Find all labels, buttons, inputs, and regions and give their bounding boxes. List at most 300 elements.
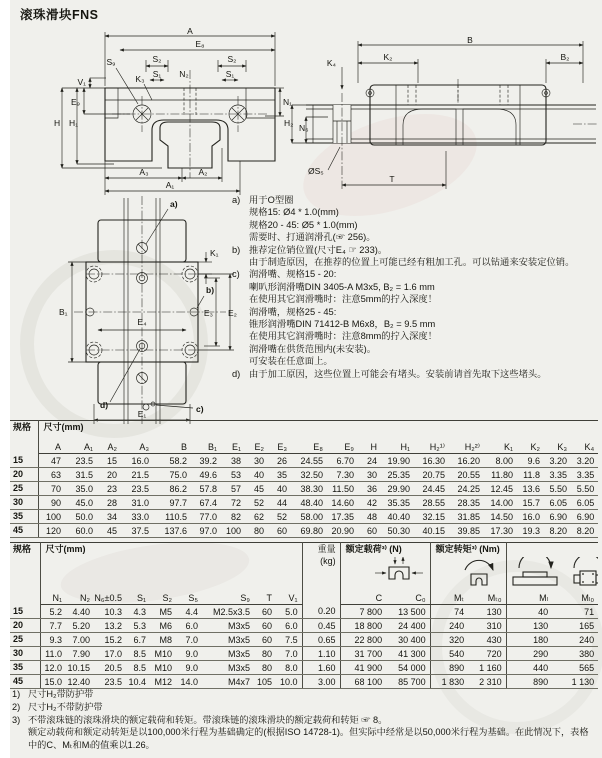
dim-label: H (54, 118, 61, 128)
cell: 28.35 (449, 496, 484, 510)
cell: 86.2 (153, 482, 191, 496)
cell: 45.0 (65, 496, 97, 510)
cell: 9.3 (40, 633, 66, 647)
column-header: N₁ (40, 590, 66, 605)
cell: 13 500 (386, 605, 430, 619)
cell: 11.8 (517, 468, 544, 482)
cell: 20.90 (327, 524, 358, 538)
column-header: E₉ (327, 436, 358, 454)
note-line: 在使用其它润滑嘴时：注意5mm的拧入深度！ (249, 294, 438, 305)
column-header (506, 543, 598, 557)
cell: 60 (254, 605, 276, 619)
cell: 8.20 (544, 524, 571, 538)
cell: 34 (97, 510, 121, 524)
cell: 20 (97, 468, 121, 482)
cell: 1 160 (468, 661, 506, 675)
cell: 38.30 (291, 482, 327, 496)
note-c (232, 268, 598, 367)
table-header-row (10, 421, 598, 437)
column-header: B (153, 436, 191, 454)
column-header: N₆±0.5 (94, 590, 126, 605)
cell: 12.45 (484, 482, 517, 496)
cell: 35.35 (381, 496, 414, 510)
cell: 24.25 (449, 482, 484, 496)
weight-label-line2: (kg) (320, 556, 336, 566)
torque-ml-icon (507, 557, 563, 587)
cell: 24 (358, 454, 381, 468)
cell: 8.00 (484, 454, 517, 468)
column-header: 尺寸(mm) (43, 422, 84, 432)
column-header: B₁ (191, 436, 221, 454)
cell: 240 (430, 619, 468, 633)
note-line: 润滑嘴，规格25 - 45: (249, 306, 337, 317)
column-header: H₂²⁾ (449, 436, 484, 454)
cell: 62 (245, 510, 268, 524)
cell: 137.6 (153, 524, 191, 538)
column-header: A (38, 436, 65, 454)
footnote-text: 尺寸H₂不带防护带 (28, 701, 103, 712)
cell: 100 (38, 510, 65, 524)
column-header: E₁ (221, 436, 245, 454)
column-header: Mₗ₀ (552, 590, 598, 605)
dim-label: S₂ (152, 54, 162, 64)
cell: 18 800 (340, 619, 386, 633)
note-line: 规格20 - 45: Ø5 * 1.0(mm) (249, 219, 358, 230)
load-direction-icon (372, 557, 426, 587)
footnote (12, 688, 594, 701)
cell: 12.40 (66, 675, 94, 689)
spec-cell: 35 (10, 510, 38, 524)
cell: 180 (506, 633, 552, 647)
cell: 69.80 (291, 524, 327, 538)
cell: 7.00 (66, 633, 94, 647)
column-header: N₂ (66, 590, 94, 605)
cell: 6.05 (544, 496, 571, 510)
cell: M5 (150, 605, 176, 619)
cell: 20.5 (94, 661, 126, 675)
column-header: K₄ (571, 436, 598, 454)
cell: 77.0 (191, 510, 221, 524)
column-header: K₃ (544, 436, 571, 454)
cell: M3x5 (202, 647, 254, 661)
cell: 60 (254, 633, 276, 647)
cell: 28.55 (414, 496, 449, 510)
table-row (10, 510, 598, 524)
cell: 29.90 (381, 482, 414, 496)
dim-label: E₁ (137, 409, 147, 419)
column-header: E₂ (245, 436, 268, 454)
cell: 45 (245, 482, 268, 496)
cell: 19.90 (381, 454, 414, 468)
cell: 17.0 (94, 647, 126, 661)
dim-label: V₁ (77, 77, 86, 87)
column-header: 规格 (10, 421, 38, 454)
cell: 14.0 (176, 675, 202, 689)
cell: 36 (358, 482, 381, 496)
cell: 10.0 (276, 675, 302, 689)
cell: 5.50 (571, 482, 598, 496)
cell: 23.5 (65, 454, 97, 468)
cell: 100 (221, 524, 245, 538)
cell: M3x5 (202, 661, 254, 675)
dim-label: K₂ (383, 52, 393, 62)
cell: 50.0 (65, 510, 97, 524)
cell: 7.0 (176, 633, 202, 647)
cell: 8.20 (571, 524, 598, 538)
cell: 7.7 (40, 619, 66, 633)
spec-cell: 35 (10, 661, 40, 675)
cell: 14.00 (484, 496, 517, 510)
cell: 35 (268, 468, 291, 482)
cell: 6.70 (327, 454, 358, 468)
cell: 85 700 (386, 675, 430, 689)
dim-label: N₆ (299, 123, 309, 133)
cell: 0.45 (302, 619, 340, 633)
column-header: E₈ (291, 436, 327, 454)
dim-label: S₉ (106, 57, 116, 67)
cell: 440 (506, 661, 552, 675)
cell: 48 (358, 510, 381, 524)
cell: 90 (38, 496, 65, 510)
cell: 15 (97, 454, 121, 468)
column-header: S₁ (126, 590, 150, 605)
cell: 1 830 (430, 675, 468, 689)
dim-label: B₂ (560, 52, 570, 62)
cell: 7.30 (327, 468, 358, 482)
column-header: S₂ (150, 590, 176, 605)
spec-cell: 15 (10, 605, 40, 619)
cell: 68 100 (340, 675, 386, 689)
cell: 10.15 (66, 661, 94, 675)
cell: 4.40 (66, 605, 94, 619)
note-tag: c) (232, 269, 240, 280)
cell: 13.6 (517, 482, 544, 496)
dim-label: K₁ (210, 248, 219, 258)
table-row (10, 524, 598, 538)
cell: 9.6 (517, 454, 544, 468)
cell: 45 (97, 524, 121, 538)
cell: 16.20 (449, 454, 484, 468)
cell: 8.5 (126, 661, 150, 675)
cell: M2.5x3.5 (202, 605, 254, 619)
cell: 26 (268, 454, 291, 468)
cell: 54 000 (386, 661, 430, 675)
cell: 11.50 (327, 482, 358, 496)
cell: 23.5 (121, 482, 153, 496)
dim-label: E₈ (195, 39, 205, 49)
cell: 105 (254, 675, 276, 689)
cell: 49.6 (191, 468, 221, 482)
cell: 80 (245, 524, 268, 538)
table-header-row (10, 543, 598, 557)
cell: 165 (552, 619, 598, 633)
spec-cell: 45 (10, 524, 38, 538)
cell: 24.55 (291, 454, 327, 468)
cell: 16.0 (517, 510, 544, 524)
dim-label: B (467, 35, 473, 45)
cell: 60 (254, 619, 276, 633)
cell: 47 (38, 454, 65, 468)
cell: M6 (150, 619, 176, 633)
column-header: T (254, 590, 276, 605)
cell: 48.40 (291, 496, 327, 510)
note-tag: a) (232, 195, 241, 205)
top-view-drawing (58, 192, 250, 430)
cell: M10 (150, 647, 176, 661)
footnote (12, 726, 594, 752)
callout-c: c) (196, 404, 204, 414)
note-line: 润滑嘴、规格15 - 20: (249, 269, 337, 280)
cell: 240 (552, 633, 598, 647)
spec-cell: 20 (10, 619, 40, 633)
cell: 31 700 (340, 647, 386, 661)
column-header: 尺寸(mm) (40, 543, 302, 591)
note-line: 润滑嘴在供货范围内(未安装)。 (249, 343, 377, 354)
cell: 14.60 (327, 496, 358, 510)
note-tag: d) (232, 368, 241, 379)
cell: 32.50 (291, 468, 327, 482)
cell: 75.0 (153, 468, 191, 482)
note-line: 由于加工原因，这些位置上可能会有堵头。安装前请首先取下这些堵头。 (249, 368, 547, 379)
cell: 30 (358, 468, 381, 482)
cell: 4.3 (126, 605, 150, 619)
note-line: 可安装在任意面上。 (249, 356, 333, 367)
cell: 8.0 (276, 661, 302, 675)
cell: 82 (221, 510, 245, 524)
cell: M10 (150, 661, 176, 675)
cell: 30 400 (386, 633, 430, 647)
dim-label: N₂ (179, 69, 189, 79)
cell: 40 (245, 468, 268, 482)
cell: 60 (268, 524, 291, 538)
cell: 74 (430, 605, 468, 619)
spec-cell: 15 (10, 454, 38, 468)
table-row (10, 482, 598, 496)
footnote-text: 尺寸H₂带防护带 (28, 689, 94, 699)
cell: 430 (468, 633, 506, 647)
footnote (12, 701, 594, 714)
side-view-dimensions (284, 35, 583, 189)
cell: 63 (38, 468, 65, 482)
cell: 32.15 (414, 510, 449, 524)
cell: 1.10 (302, 647, 340, 661)
column-header (340, 556, 430, 590)
dim-label: S₁ (152, 69, 162, 79)
cell: 11.0 (40, 647, 66, 661)
cell: 5.50 (544, 482, 571, 496)
cell: 40.40 (381, 510, 414, 524)
cell: 17.30 (484, 524, 517, 538)
note-b (232, 244, 598, 269)
cell: 24.45 (414, 482, 449, 496)
dim-label: A₃ (139, 167, 149, 177)
cell: 72 (221, 496, 245, 510)
cell: 24 400 (386, 619, 430, 633)
cell: 58.00 (291, 510, 327, 524)
cell: 13.2 (94, 619, 126, 633)
spec-cell: 20 (10, 468, 38, 482)
table-row (10, 647, 598, 661)
cell: 37.5 (121, 524, 153, 538)
cell: 14.50 (484, 510, 517, 524)
note-tag: b) (232, 244, 241, 255)
cell: 42 (358, 496, 381, 510)
spec-cell: 25 (10, 633, 40, 647)
cell: 4.4 (176, 605, 202, 619)
cell: 6.90 (571, 510, 598, 524)
dim-label: E₃ (203, 308, 213, 318)
column-header: H₂¹⁾ (414, 436, 449, 454)
cell: 16.30 (414, 454, 449, 468)
dim-label: H₂ (284, 118, 294, 128)
cell: M8 (150, 633, 176, 647)
cell: 1 130 (552, 675, 598, 689)
dim-label: B₁ (59, 307, 68, 317)
cell: 15.2 (94, 633, 126, 647)
callout-d: d) (100, 400, 109, 410)
dim-label: S₁ (225, 69, 235, 79)
cell: 23.5 (94, 675, 126, 689)
cell: 70 (38, 482, 65, 496)
table-row (10, 605, 598, 619)
cell: 31.0 (121, 496, 153, 510)
cell: 23 (97, 482, 121, 496)
cell: 0.20 (302, 605, 340, 619)
cell: 40 (268, 482, 291, 496)
cell: 30 (245, 454, 268, 468)
cell: 5.2 (40, 605, 66, 619)
column-header (302, 543, 340, 605)
column-header: V₁ (276, 590, 302, 605)
cell: 110.5 (153, 510, 191, 524)
torque-mt-icon (456, 557, 502, 587)
cell: 97.7 (153, 496, 191, 510)
cell: 31.5 (65, 468, 97, 482)
cell: 60.0 (65, 524, 97, 538)
ratings-table (10, 542, 598, 689)
note-line: 用于O型圈 (249, 195, 294, 205)
column-header: A₃ (121, 436, 153, 454)
cell: 58.2 (153, 454, 191, 468)
column-header: H (358, 436, 381, 454)
cell: 540 (430, 647, 468, 661)
cell: 97.0 (191, 524, 221, 538)
cell: 310 (468, 619, 506, 633)
column-header: S₉ (202, 590, 254, 605)
cell: 120 (38, 524, 65, 538)
cell: 5.3 (126, 619, 150, 633)
cell: 41 300 (386, 647, 430, 661)
note-line: 锥形润滑嘴DIN 71412-B M6x8，B₂ = 9.5 mm (249, 319, 436, 330)
cell: 20.75 (414, 468, 449, 482)
footnote-number: 2) (12, 701, 21, 712)
column-header: K₂ (517, 436, 544, 454)
table-row (10, 675, 598, 689)
column-header (430, 556, 506, 590)
dim-label: A (187, 26, 193, 36)
footnote-text: 不带滚珠链的滚珠滑块的额定载荷和转矩。带滚珠链的滚珠滑块的额定载荷和转矩 ☞ 8。 (28, 714, 388, 725)
column-header: K₁ (484, 436, 517, 454)
cell: 40 (506, 605, 552, 619)
column-header: A₂ (97, 436, 121, 454)
note-line: 在使用其它润滑嘴时：注意8mm的拧入深度！ (249, 331, 438, 342)
note-line: 需要时、打通润滑孔(☞ 256)。 (249, 232, 376, 243)
cell: 7.90 (66, 647, 94, 661)
cell: 67.4 (191, 496, 221, 510)
page-title: 滚珠滑块FNS (20, 8, 99, 22)
dim-label: T (389, 174, 395, 184)
cell: 22 800 (340, 633, 386, 647)
table-header-row (10, 436, 598, 454)
note-line: 喇叭形润滑嘴DIN 3405-A M3x5, B₂ = 1.6 mm (249, 281, 435, 292)
column-header: H₁ (381, 436, 414, 454)
cell: 10.4 (126, 675, 150, 689)
spec-cell: 30 (10, 496, 38, 510)
column-header: Mₜ₀ (468, 590, 506, 605)
cell: 33.0 (121, 510, 153, 524)
spec-cell: 30 (10, 647, 40, 661)
dim-label: H₁ (69, 118, 79, 128)
cell: 0.65 (302, 633, 340, 647)
cell: 11.80 (484, 468, 517, 482)
footnote-number (12, 726, 28, 752)
dim-label: E₂ (228, 308, 237, 318)
cell: 19.3 (517, 524, 544, 538)
cell: 21.5 (121, 468, 153, 482)
cell: 7.0 (276, 647, 302, 661)
cell: 40.15 (414, 524, 449, 538)
cell: 5.0 (276, 605, 302, 619)
cell: M12 (150, 675, 176, 689)
cell: 53 (221, 468, 245, 482)
cell: 39.85 (449, 524, 484, 538)
dim-label: A₁ (165, 180, 175, 190)
column-header: C (340, 590, 386, 605)
cell: 31.85 (449, 510, 484, 524)
cell: 8.5 (126, 647, 150, 661)
cell: 890 (430, 661, 468, 675)
spec-cell: 45 (10, 675, 40, 689)
cell: 6.0 (176, 619, 202, 633)
dim-label: S₂ (227, 54, 237, 64)
cell: 6.05 (571, 496, 598, 510)
column-header: S₅ (176, 590, 202, 605)
column-header: A₁ (65, 436, 97, 454)
cell: 890 (506, 675, 552, 689)
cell: 25.35 (381, 468, 414, 482)
cell: 52 (245, 496, 268, 510)
cell: 3.20 (544, 454, 571, 468)
cell: 35.0 (65, 482, 97, 496)
cell: 3.35 (544, 468, 571, 482)
cell: 380 (552, 647, 598, 661)
cell: 44 (268, 496, 291, 510)
cell: 130 (506, 619, 552, 633)
dim-label: A₂ (198, 167, 208, 177)
column-header: 规格 (10, 543, 40, 605)
cell: 15.0 (40, 675, 66, 689)
dim-label: N₁ (283, 97, 293, 107)
torque-ml0-icon (563, 557, 599, 587)
cell: 130 (468, 605, 506, 619)
cell: 320 (430, 633, 468, 647)
note-a (232, 194, 598, 244)
cell: 7.5 (276, 633, 302, 647)
cell: 10.3 (94, 605, 126, 619)
cell: 28 (97, 496, 121, 510)
callout-b: b) (206, 285, 215, 295)
table-row (10, 496, 598, 510)
